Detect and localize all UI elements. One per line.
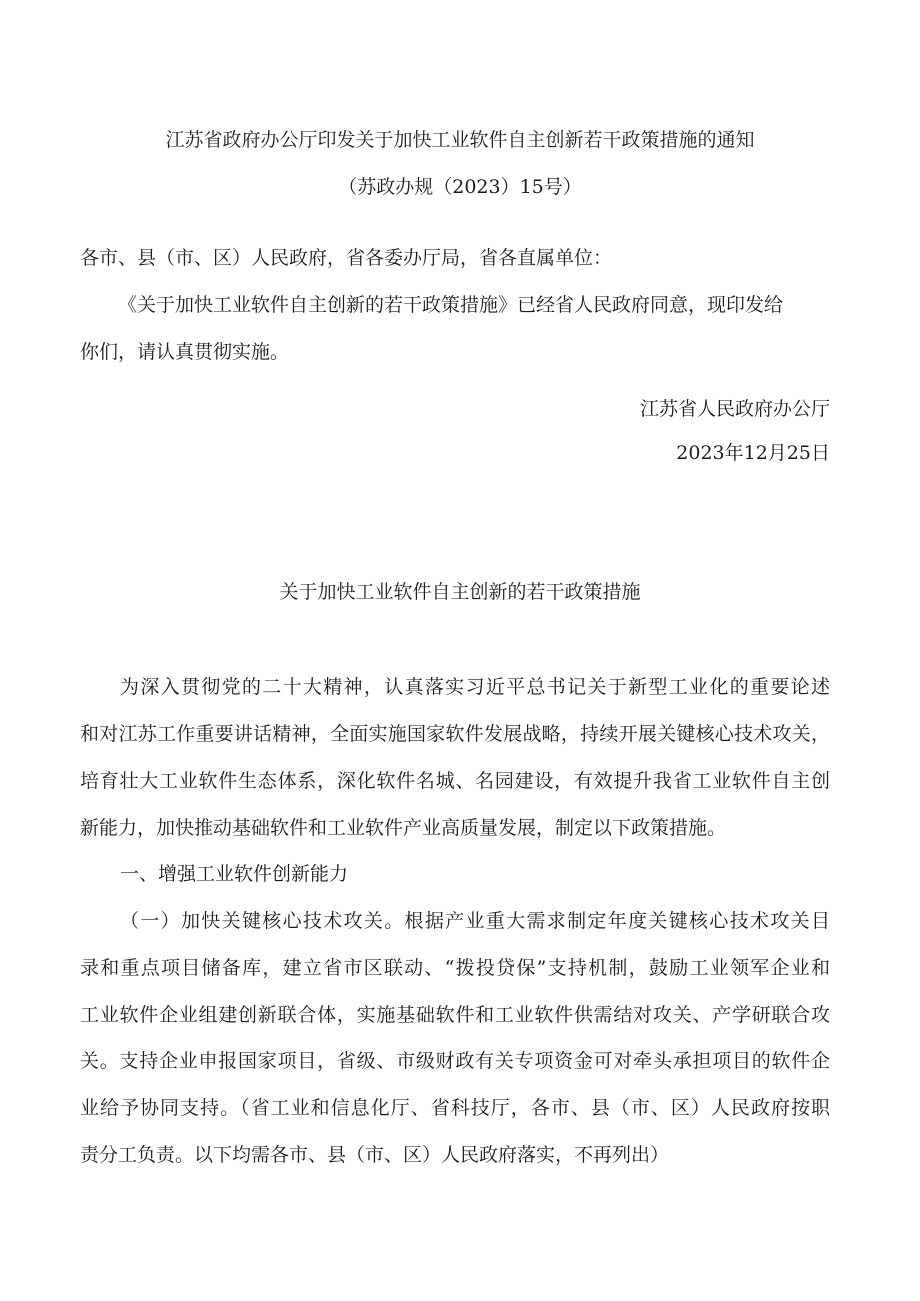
notice-title: 江苏省政府办公厅印发关于加快工业软件自主创新若干政策措施的通知	[165, 129, 755, 151]
intro-line: 新能力，加快推动基础软件和工业软件产业高质量发展，制定以下政策措施。	[80, 817, 727, 839]
section-heading: 一、增强工业软件创新能力	[120, 863, 349, 885]
section-item-line: 录和重点项目储备库，建立省市区联动、“拨投贷保”支持机制，鼓励工业领军企业和	[80, 957, 830, 979]
section-item-line: 业给予协同支持。（省工业和信息化厅、省科技厅，各市、县（市、区）人民政府按职	[80, 1097, 830, 1119]
recipients: 各市、县（市、区）人民政府，省各委办厅局，省各直属单位：	[80, 247, 613, 269]
intro-line: 和对江苏工作重要讲话精神，全面实施国家软件发展战略，持续开展关键核心技术攻关，	[80, 723, 830, 745]
intro-line: 为深入贯彻党的二十大精神，认真落实习近平总书记关于新型工业化的重要论述	[120, 676, 830, 698]
section-item-line: 关。支持企业申报国家项目，省级、市级财政有关专项资金可对牵头承担项目的软件企	[80, 1050, 830, 1072]
section-item-line: 工业软件企业组建创新联合体，实施基础软件和工业软件供需结对攻关、产学研联合攻	[80, 1004, 830, 1026]
notice-body-line: 你们，请认真贯彻实施。	[80, 341, 290, 363]
document-number: （苏政办规（2023）15号）	[338, 176, 582, 198]
intro-line: 培育壮大工业软件生态体系，深化软件名城、名园建设，有效提升我省工业软件自主创	[80, 770, 830, 792]
issuer: 江苏省人民政府办公厅	[639, 398, 830, 420]
issue-date: 2023年12月25日	[676, 442, 830, 464]
notice-body-line: 《关于加快工业软件自主创新的若干政策措施》已经省人民政府同意，现印发给	[118, 294, 784, 316]
policy-title: 关于加快工业软件自主创新的若干政策措施	[279, 581, 641, 603]
section-item-line: （一）加快关键核心技术攻关。根据产业重大需求制定年度关键核心技术攻关目	[120, 910, 830, 932]
section-item-line: 责分工负责。以下均需各市、县（市、区）人民政府落实，不再列出）	[80, 1144, 670, 1166]
